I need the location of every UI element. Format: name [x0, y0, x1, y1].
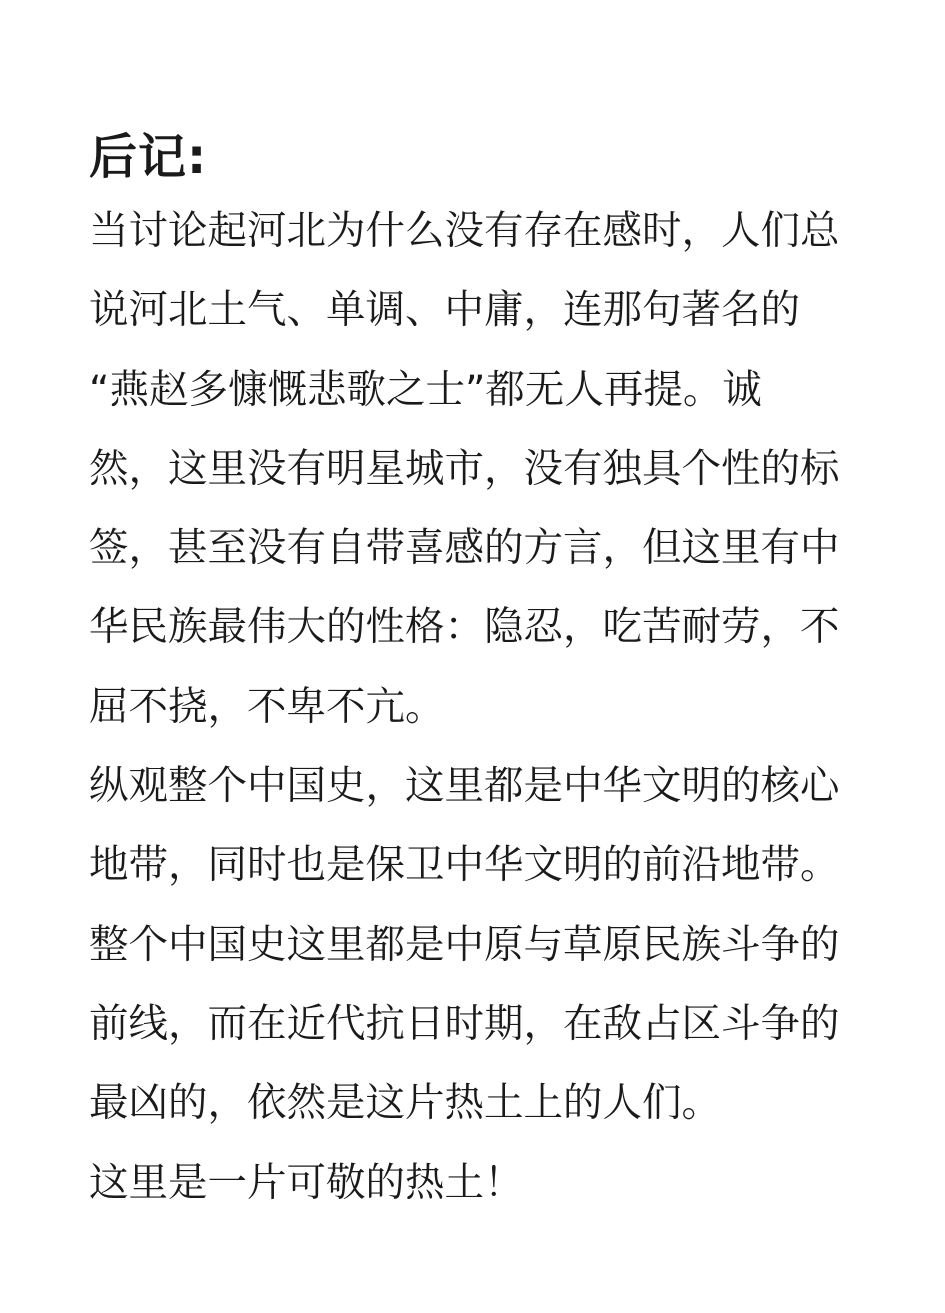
article	[89, 122, 859, 1223]
paragraph-line: 纵观整个中国史，这里都是中华文明的核心	[89, 763, 840, 810]
paragraph-line: 华民族最伟大的性格：隐忍，吃苦耐劳，不	[89, 604, 840, 651]
paragraph-1	[89, 192, 859, 747]
paragraph-2	[89, 747, 859, 906]
paragraph-line: 整个中国史这里都是中原与草原民族斗争的	[89, 921, 840, 968]
paragraph-line: 前线，而在近代抗日时期，在敌占区斗争的	[89, 1000, 840, 1047]
paragraph-line: 最凶的，依然是这片热土上的人们。	[89, 1080, 721, 1127]
paragraph-line: 屈不挠，不卑不亢。	[89, 683, 445, 730]
paragraph-line: 这里是一片可敬的热土！	[89, 1159, 524, 1206]
paragraph-line: 当讨论起河北为什么没有存在感时，人们总	[89, 208, 840, 254]
paragraph-line: 然，这里没有明星城市，没有独具个性的标	[89, 445, 840, 492]
paragraph-line: 地带，同时也是保卫中华文明的前沿地带。	[89, 842, 840, 889]
paragraph-line: 说河北土气、单调、中庸，连那句著名的	[89, 287, 800, 334]
page-title: 后记:	[89, 129, 208, 185]
paragraph-4	[89, 1144, 859, 1223]
paragraph-line: 签，甚至没有自带喜感的方言，但这里有中	[89, 525, 840, 572]
paragraph-line: “燕赵多慷慨悲歌之士”都无人再提。诚	[89, 366, 762, 413]
paragraph-3	[89, 906, 859, 1144]
